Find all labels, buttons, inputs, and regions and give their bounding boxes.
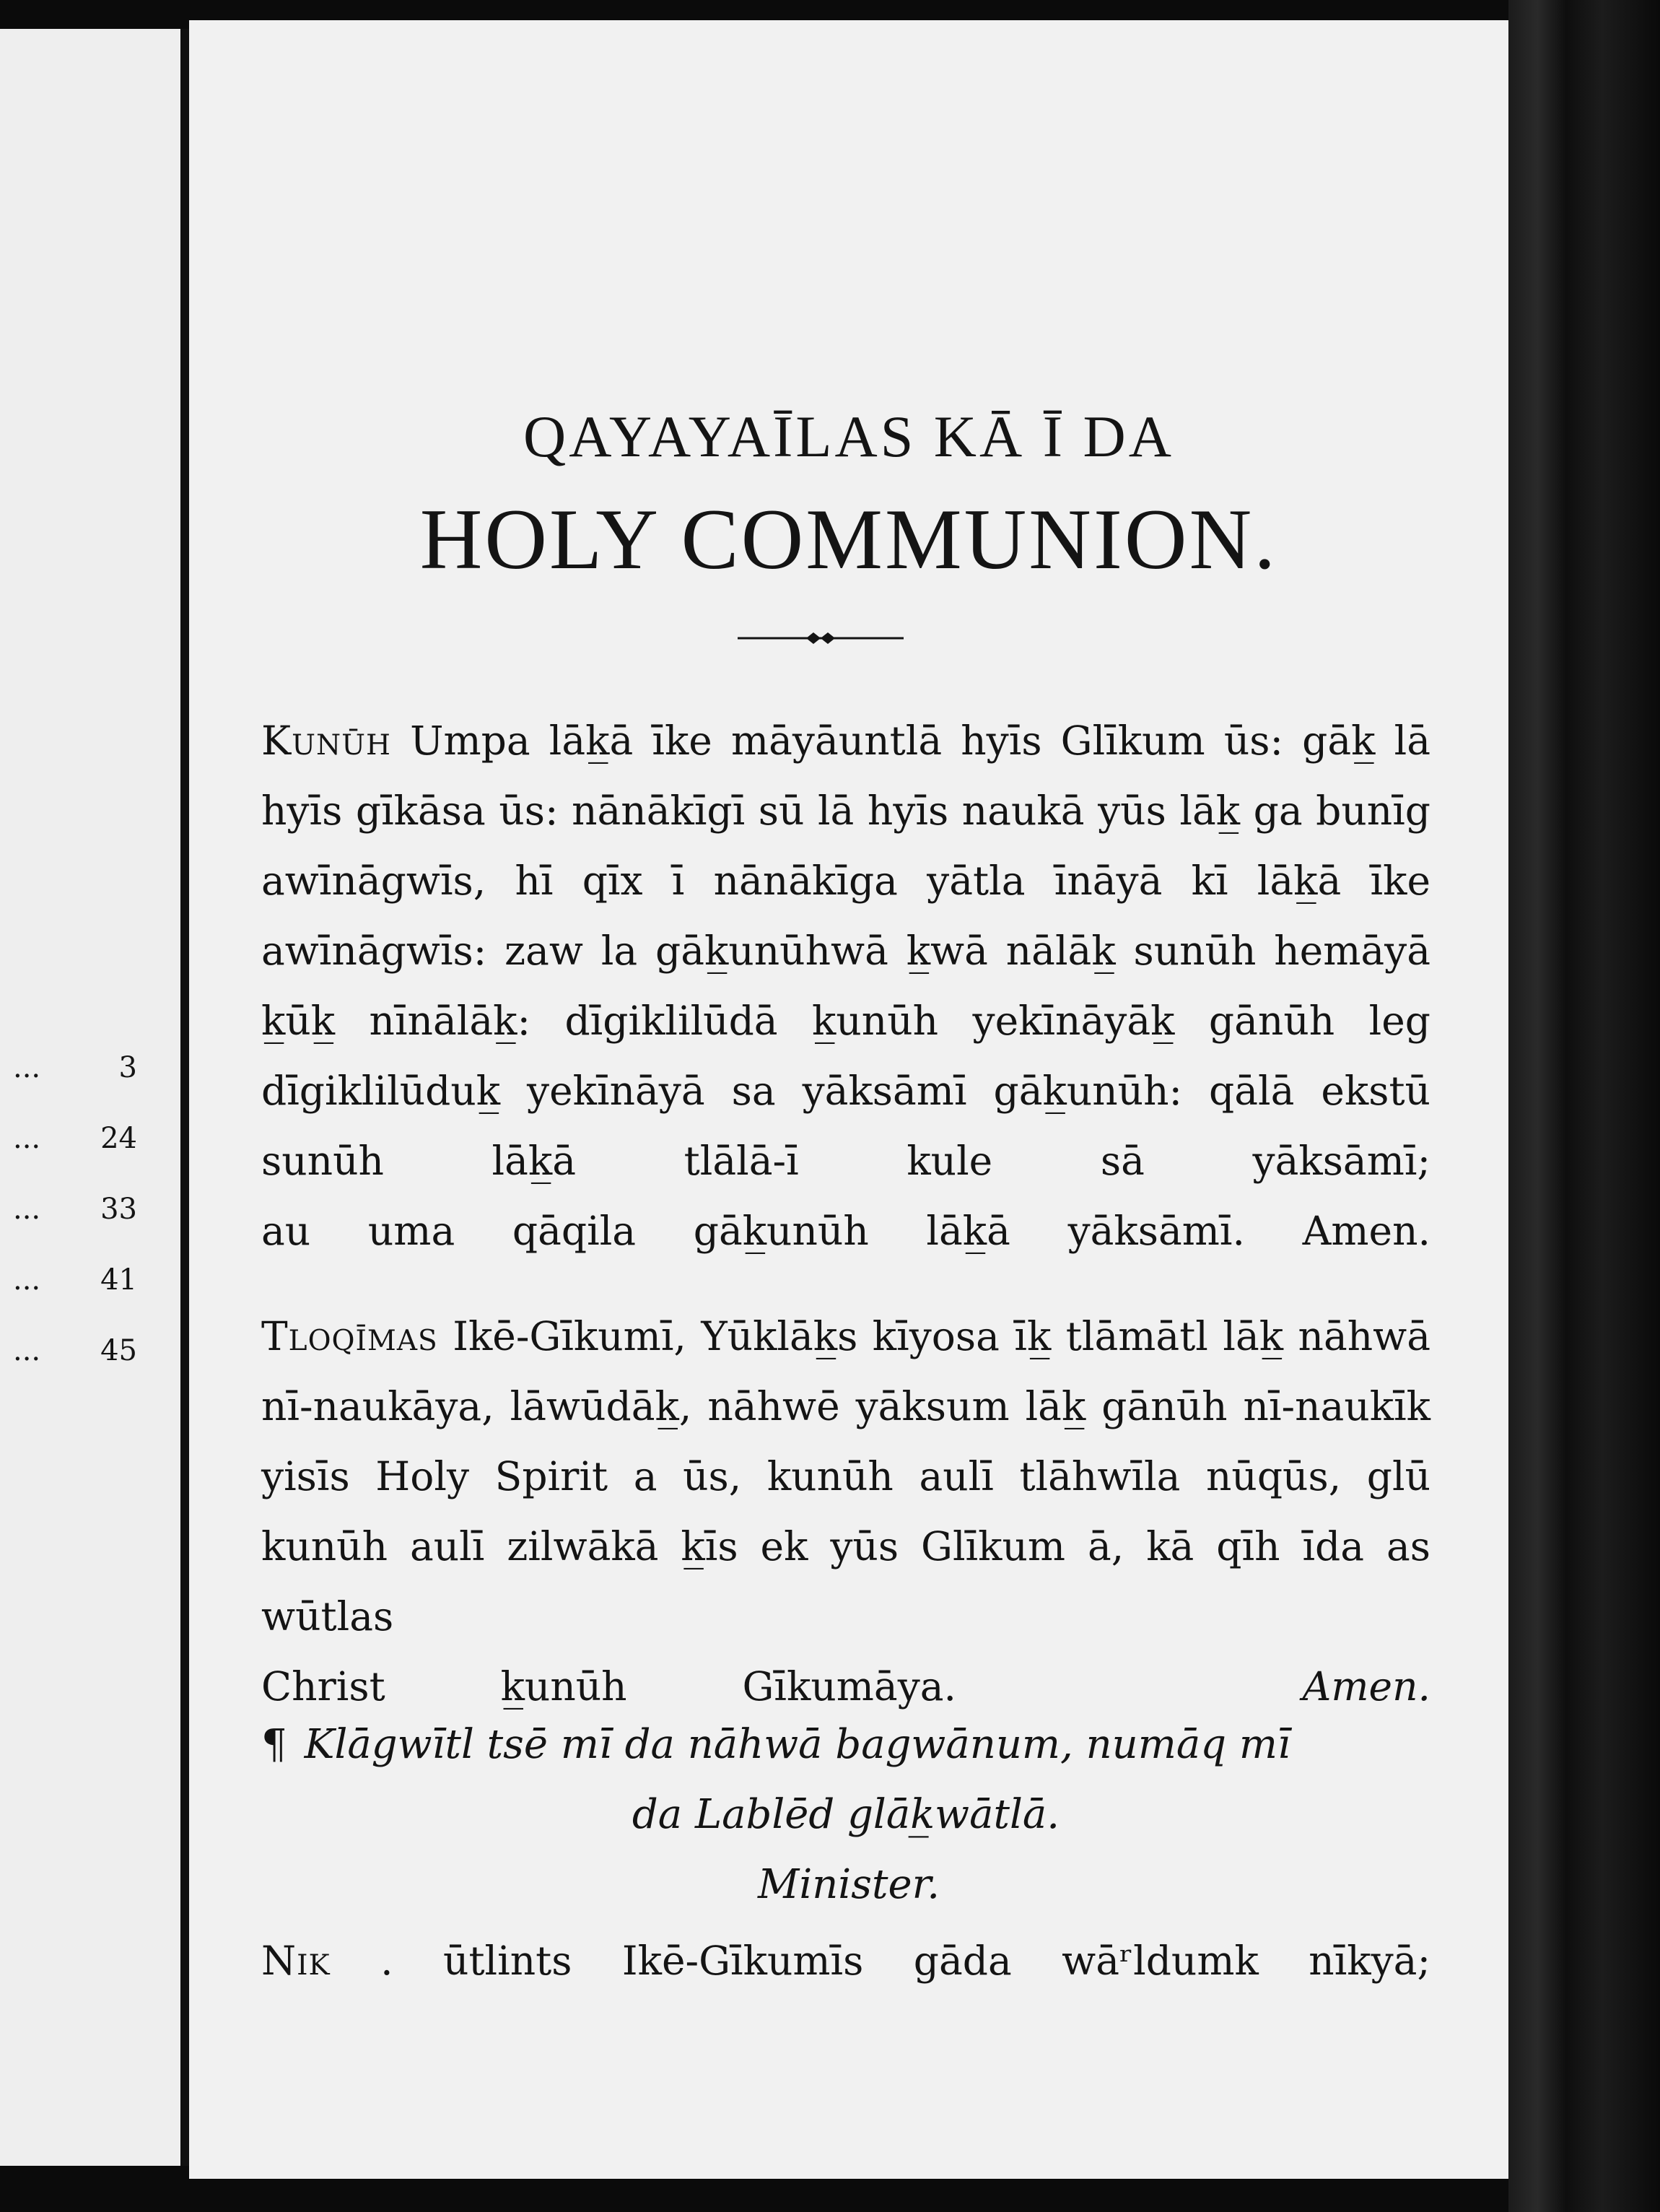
- rubric: [261, 1710, 1430, 1850]
- text-line: ūs: gāk̲ lā hyīs gīkāsa ūs: nānākīgī sū lā hyīs: [261, 718, 1430, 834]
- toc-row: [0, 1032, 137, 1103]
- book-edge: [1508, 0, 1660, 2212]
- title-line-2: HOLY COMMUNION.: [419, 491, 1278, 587]
- page-number: 41: [100, 1263, 137, 1297]
- text-line: qālā ekstū sunūh lāk̲ā tlālā-ī kule sā yāksāmī;: [261, 1068, 1430, 1184]
- leader-dots: ...: [13, 1263, 41, 1297]
- text-line: . ūtlints Ikē-Gīkumīs gāda wāʳldumk nīkyā;: [380, 1938, 1430, 1984]
- text-line: zilwākā k̲īs ek yūs Glīkum ā, kā qīh īda as wūtlas: [261, 1523, 1430, 1640]
- lead-word: Nik: [261, 1938, 331, 1984]
- leader-dots: ...: [13, 1334, 41, 1367]
- text-line: Umpa lāk̲ā īke māyāuntlā hyīs Glīkum: [410, 718, 1205, 764]
- leader-dots: ...: [13, 1122, 41, 1155]
- toc-row: [0, 1174, 137, 1245]
- left-page-fragment: [0, 29, 180, 2166]
- page-number: 33: [100, 1193, 137, 1226]
- text-line: Ikē-Gīkumī, Yūklāk̲s kīyosa īk̲: [453, 1313, 1052, 1359]
- pilcrow-mark: ¶: [261, 1721, 287, 1768]
- text-line: yāksum lāk̲ gānūh nī-naukīk yisīs Holy Spirit: [261, 1383, 1430, 1499]
- minister-paragraph: [261, 1926, 1430, 1996]
- collect-paragraph-1: [261, 706, 1430, 1266]
- page-number: 24: [100, 1122, 137, 1155]
- closing-text: Christ k̲unūh Gīkumāya.: [261, 1663, 957, 1710]
- collect-paragraph-2: [261, 1302, 1430, 1722]
- text-line: leg dīgiklilūduk̲ yekīnāyā sa yāksāmī gāk̲unūh:: [261, 998, 1431, 1114]
- text-line: a ūs, kunūh aulī tlāhwīla nūqūs, glū kunūh aulī: [261, 1453, 1431, 1569]
- book-gutter: [180, 29, 189, 2166]
- text-line: naukā yūs lāk̲ ga bunīg awīnāgwīs, hī qīx ī: [261, 788, 1431, 904]
- rubric-line-2: da Lablēd glāk̲wātlā.: [632, 1791, 1060, 1838]
- toc-row: [0, 1315, 137, 1386]
- leader-dots: ...: [13, 1051, 41, 1084]
- rubric-line-1: [261, 1710, 1430, 1780]
- leader-dots: ...: [13, 1193, 41, 1226]
- contents-column: [0, 1032, 137, 1386]
- text-line-last: au uma qāqila gāk̲unūh lāk̲ā yāksāmī. Amen.: [261, 1208, 1430, 1254]
- rubric-text: Klāgwītl tsē mī da nāhwā bagwānum, numāq mī: [304, 1721, 1290, 1768]
- toc-row: [0, 1245, 137, 1315]
- minister-label: Minister.: [757, 1861, 940, 1908]
- text-line: la gāk̲unūhwā k̲wā nālāk̲ sunūh hemāyā k̲ūk̲: [261, 928, 1430, 1044]
- text-line: nīnālāk̲: dīgiklilūdā k̲unūh yekīnāyāk̲ gānūh: [369, 998, 1335, 1044]
- title-line-1: QAYAYAĪLAS KĀ Ī DA: [523, 404, 1174, 469]
- page-number: 3: [118, 1051, 137, 1084]
- page-number: 45: [100, 1334, 137, 1367]
- lead-word: Kunūh: [261, 718, 391, 764]
- ornament-rule: [738, 624, 904, 653]
- lead-word: Tloqīmas: [261, 1313, 438, 1359]
- toc-row: [0, 1103, 137, 1174]
- text-line: nānākīga yātla īnāyā kī lāk̲ā īke awīnāgwīs: zaw: [261, 858, 1431, 974]
- right-page: [189, 20, 1508, 2179]
- amen-italic: Amen.: [1302, 1663, 1430, 1710]
- text-line: tlāmātl lāk̲ nāhwā nī-naukāya, lāwūdāk̲, nāhwē: [261, 1313, 1431, 1429]
